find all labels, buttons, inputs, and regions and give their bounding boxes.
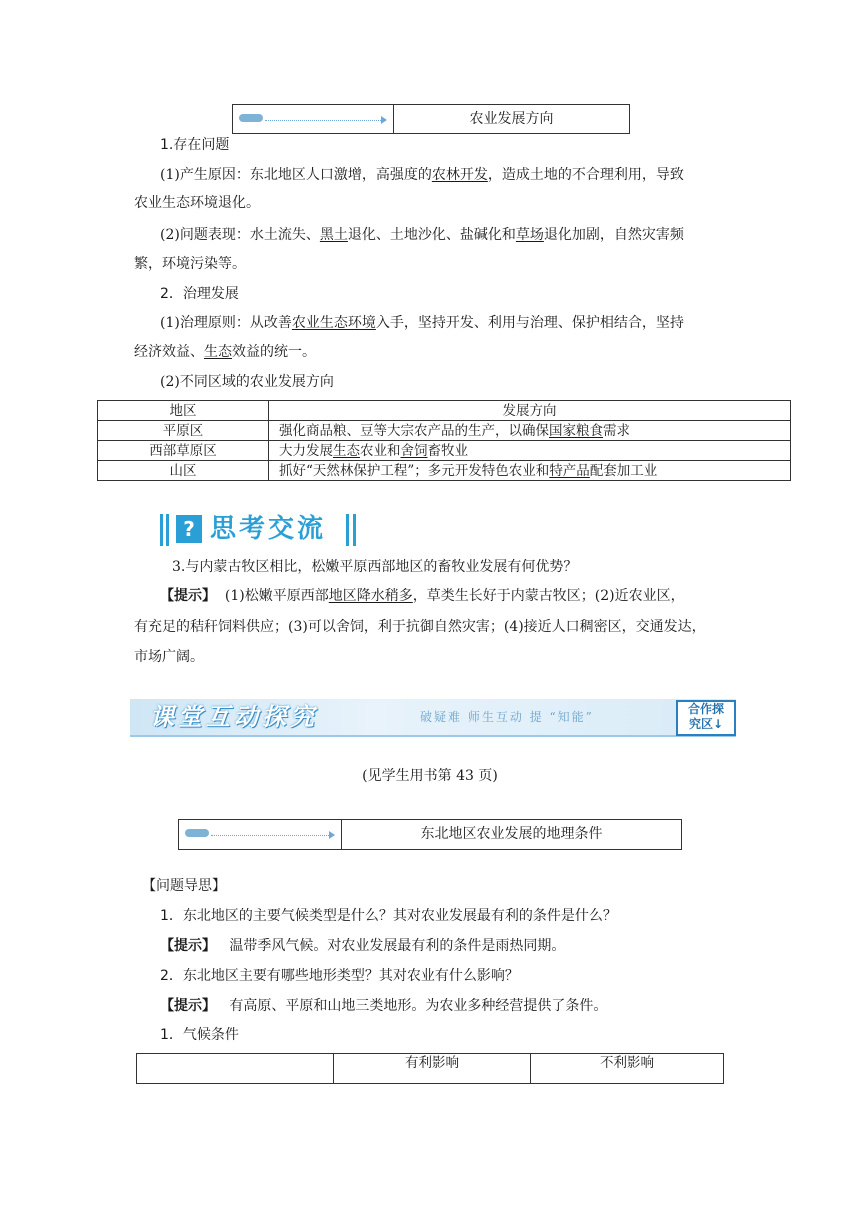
table-cell-direction: 抓好“天然林保护工程”；多元开发特色农业和特产品配套加工业 (269, 461, 791, 481)
paragraph-cause-cont: 农业生态环境退化。 (134, 195, 260, 211)
heading-problems: 1.存在问题 (160, 137, 230, 153)
answer-3: 【提示】 (1)松嫩平原西部地区降水稍多，草类生长好于内蒙古牧区；(2)近农业区， (160, 588, 685, 604)
think-discuss-banner (160, 512, 370, 548)
question-3: 3.与内蒙古牧区相比，松嫩平原西部地区的畜牧业发展有何优势？ (172, 559, 578, 575)
paragraph-regions: (2)不同区域的农业发展方向 (160, 374, 334, 390)
classroom-banner (130, 699, 736, 737)
paragraph-problems: (2)问题表现：水土流失、黑土退化、土地沙化、盐碱化和草场退化加剧，自然灾害频 (160, 227, 684, 243)
table-header (137, 1054, 334, 1084)
section-tag-arrow (179, 820, 342, 849)
table-header: 有利影响 (334, 1054, 531, 1084)
heading-climate: 1．气候条件 (160, 1027, 239, 1043)
climate-table (136, 1053, 724, 1084)
cooperation-badge: 合作探 究区↓ (676, 700, 736, 736)
table-cell-direction: 大力发展生态农业和舍饲畜牧业 (269, 441, 791, 461)
table-cell-direction: 强化商品粮、豆等大宗农产品的生产，以确保国家粮食需求 (269, 421, 791, 441)
table-cell-region: 西部草原区 (98, 441, 269, 461)
answer-3-cont: 有充足的秸秆饲料供应；(3)可以舍饲，利于抗御自然灾害；(4)接近人口稠密区，交通发达， (134, 619, 706, 635)
paragraph-problems-cont: 繁，环境污染等。 (134, 256, 246, 272)
table-cell-region: 平原区 (98, 421, 269, 441)
guide-answer-2: 【提示】 有高原、平原和山地三类地形。为农业多种经营提供了条件。 (160, 998, 608, 1014)
question-icon: ? (176, 515, 202, 543)
paragraph-cause: (1)产生原因：东北地区人口激增，高强度的农林开发，造成土地的不合理利用，导致 (160, 167, 684, 183)
table-cell-region: 山区 (98, 461, 269, 481)
heading-governance: 2．治理发展 (160, 286, 239, 302)
answer-3-end: 市场广阔。 (134, 649, 204, 665)
banner-motto: 破疑难 师生互动 提 “知能” (420, 710, 594, 724)
table-header: 地区 (98, 401, 269, 421)
guide-answer-1: 【提示】 温带季风气候。对农业发展最有利的条件是雨热同期。 (160, 938, 566, 954)
guide-question-1: 1．东北地区的主要气候类型是什么？其对农业发展最有利的条件是什么？ (160, 908, 617, 924)
guide-heading: 【问题导思】 (142, 878, 226, 894)
table-header: 发展方向 (269, 401, 791, 421)
section-title: 东北地区农业发展的地理条件 (420, 826, 603, 842)
think-title: 思考交流 (210, 514, 327, 544)
page-reference: (见学生用书第 43 页) (362, 768, 498, 784)
section-tag-arrow (233, 105, 394, 133)
section-header-conditions (178, 819, 682, 850)
regions-table (97, 400, 791, 481)
banner-title: 课堂互动探究 (150, 702, 318, 731)
section-header-development (232, 104, 630, 134)
paragraph-principle-cont: 经济效益、生态效益的统一。 (134, 344, 316, 360)
section-title: 农业发展方向 (469, 111, 554, 127)
guide-question-2: 2．东北地区主要有哪些地形类型？其对农业有什么影响？ (160, 968, 519, 984)
table-header: 不利影响 (531, 1054, 724, 1084)
paragraph-principle: (1)治理原则：从改善农业生态环境入手，坚持开发、利用与治理、保护相结合，坚持 (160, 315, 684, 331)
